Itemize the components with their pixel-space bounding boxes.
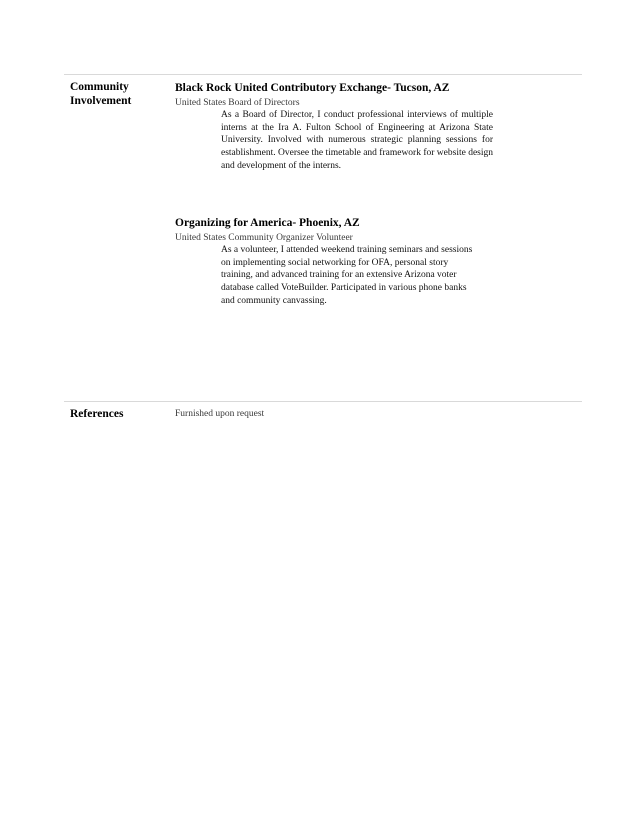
section-divider-top — [64, 74, 582, 75]
section-label-community-involvement — [70, 80, 160, 108]
entry-title-organizing-for-america: Organizing for America- Phoenix, AZ — [175, 217, 360, 229]
references-text: Furnished upon request — [175, 409, 265, 419]
entry-subtitle-organizing-for-america: United States Community Organizer Volunteer — [175, 233, 353, 243]
label-line-2: Involvement — [70, 95, 132, 107]
entry-title-black-rock: Black Rock United Contributory Exchange- Tucson, AZ — [175, 82, 450, 94]
entry-description-organizing-for-america: As a volunteer, I attended weekend training seminars and sessions on implementing social networking for OFA, personal story training, and advanced training for an extensive Arizona voter database called VoteBuilder. Participated in various phone banks and community canvassing. — [221, 245, 473, 306]
label-line-1: Community — [70, 81, 129, 93]
section-label-references: References — [70, 408, 124, 420]
section-divider-references — [64, 401, 582, 402]
entry-description-black-rock: As a Board of Director, I conduct professional interviews of multiple interns at the Ira A. Fulton School of Engineering at Arizona State University. Involved with numerous strategic planning sessions for establishment. Oversee the timetable and framework for website design and development of the interns. — [221, 110, 493, 171]
entry-subtitle-black-rock: United States Board of Directors — [175, 98, 300, 108]
